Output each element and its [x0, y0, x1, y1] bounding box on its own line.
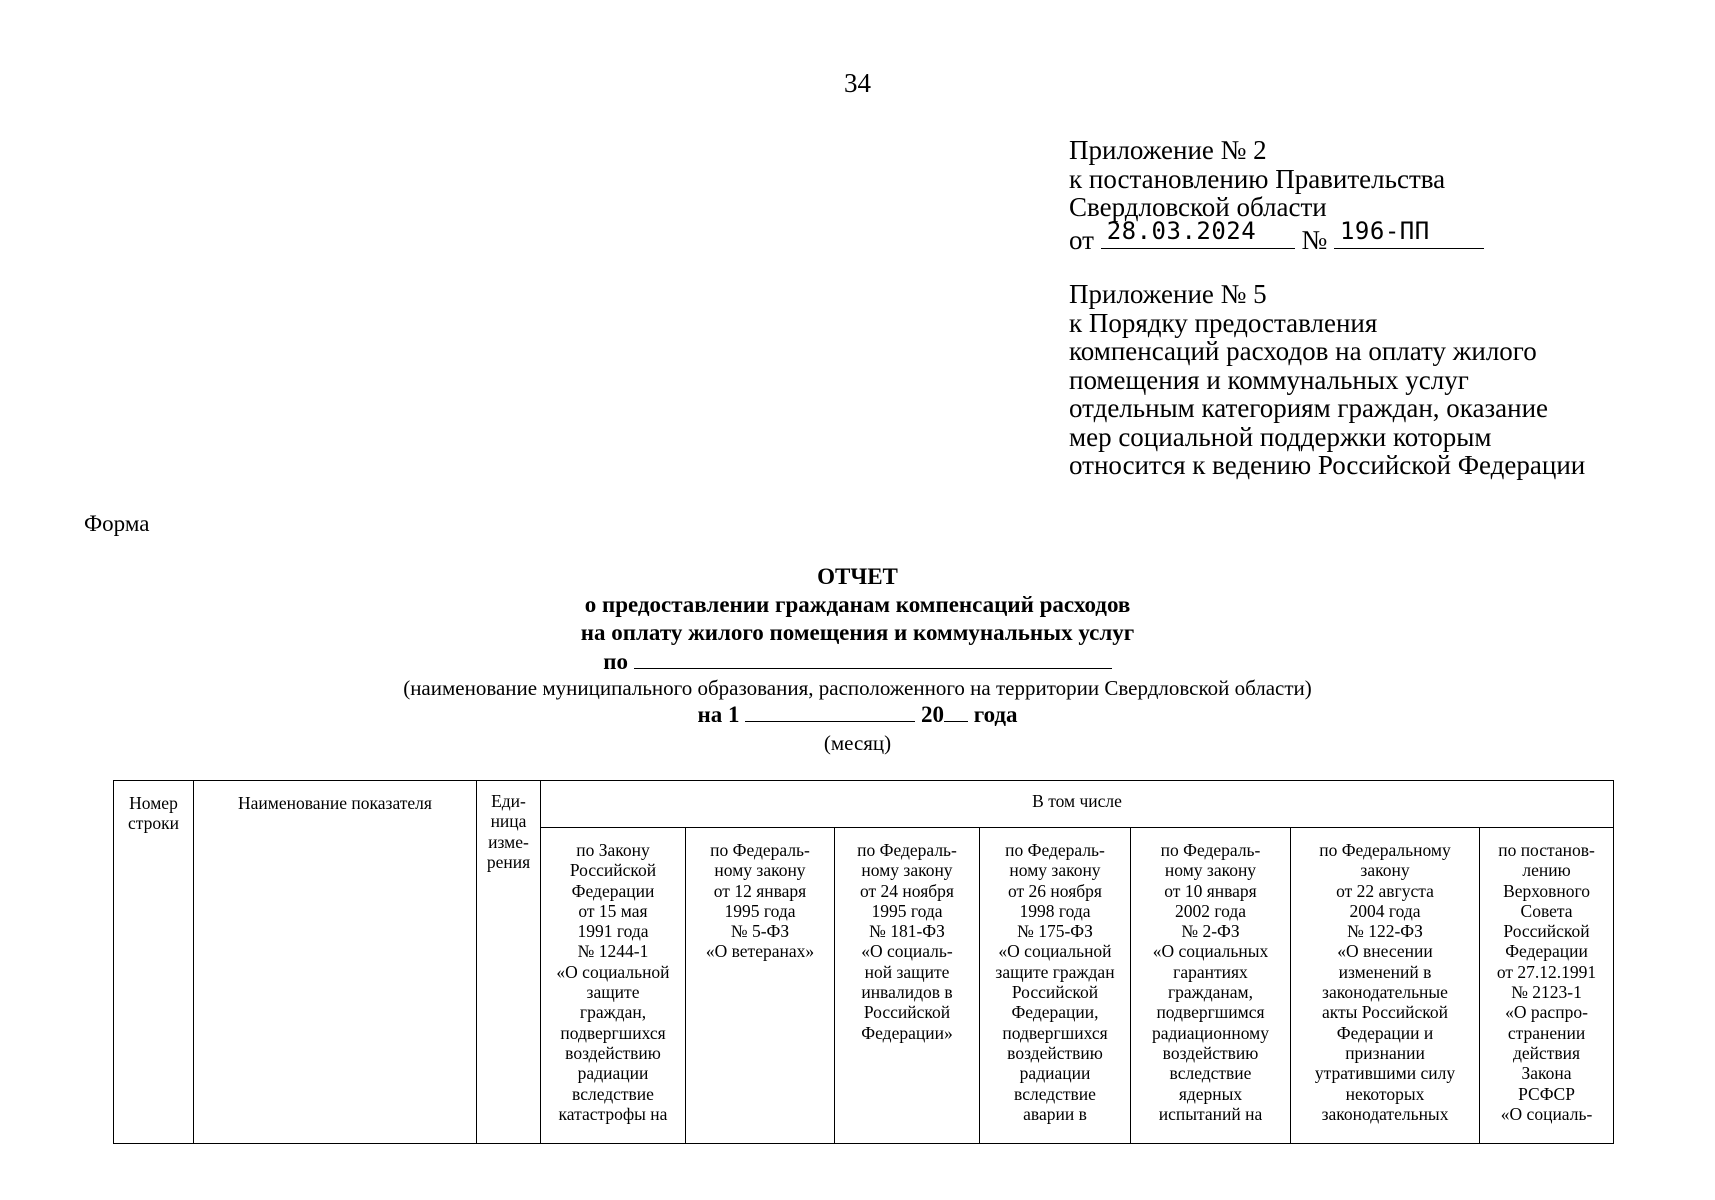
annex-2-line-2: к постановлению Правительства — [1069, 163, 1446, 194]
annex-5-line: компенсаций расходов на оплату жилого — [1069, 336, 1537, 366]
date-field — [1101, 217, 1295, 249]
report-subtitle-1: о предоставлении гражданам компенсаций расходов — [584, 592, 1131, 617]
annex-5-line: помещения и коммунальных услуг — [1069, 364, 1469, 395]
annex-5-line: относится к ведению Российской Федерации — [1069, 450, 1586, 480]
form-label: Форма — [84, 511, 150, 536]
report-date-line — [0, 701, 1715, 729]
report-subtitle-2: на оплату жилого помещения и коммунальных услуг — [580, 620, 1135, 645]
header-including: В том числе — [541, 781, 1614, 828]
month-blank — [745, 701, 915, 722]
year-suffix: года — [973, 702, 1018, 727]
date-prefix-label: на 1 — [697, 702, 740, 727]
header-unit: Еди- ница изме- рения — [477, 781, 541, 1144]
header-row-number: Номер строки — [114, 781, 194, 1144]
number-prefix: № — [1301, 224, 1328, 255]
number-value: 196-ПП — [1339, 217, 1430, 245]
header-law-column: по постанов- лению Верховного Совета Российской Федерации от 27.12.1991 № 2123-1 «О распро- странении действия Закона РСФСР «О социаль- — [1480, 828, 1614, 1144]
header-law-column: по Закону Российской Федерации от 15 мая 1991 года № 1244-1 «О социальной защите граждан, подвергшихся воздействию радиации вследствие катастрофы на — [541, 828, 686, 1144]
header-law-column: по Федераль- ному закону от 26 ноября 1998 года № 175-ФЗ «О социальной защите граждан Российской Федерации, подвергшихся воздействию радиации вследствие аварии в — [980, 828, 1131, 1144]
po-label: по — [603, 649, 628, 674]
header-law-column: по Федераль- ному закону от 12 января 1995 года № 5-ФЗ «О ветеранах» — [686, 828, 835, 1144]
report-table — [113, 780, 1614, 1144]
page-number: 34 — [844, 68, 871, 98]
annex-5-line: Приложение № 5 — [1069, 279, 1267, 309]
month-caption: (месяц) — [823, 731, 892, 755]
date-prefix: от — [1069, 224, 1094, 255]
annex-2-line-3: Свердловской области — [1069, 192, 1327, 222]
header-indicator-name: Наименование показателя — [194, 781, 477, 1144]
year-blank — [944, 701, 968, 722]
annex-5-block — [1069, 280, 1585, 480]
number-field — [1334, 217, 1484, 249]
annex-5-line: к Порядку предоставления — [1069, 307, 1378, 338]
header-law-column: по Федераль- ному закону от 24 ноября 1995 года № 181-ФЗ «О социаль- ной защите инвалидов в Российской Федерации» — [835, 828, 980, 1144]
annex-5-line: отдельным категориям граждан, оказание — [1069, 393, 1549, 423]
municipality-line — [0, 648, 1715, 676]
annex-2-block — [1069, 135, 1484, 255]
municipality-blank — [634, 648, 1112, 669]
header-law-column: по Федеральному закону от 22 августа 2004 года № 122-ФЗ «О внесении изменений в законодательные акты Российской Федерации и признании утратившими силу некоторых законодательных — [1291, 828, 1480, 1144]
year-prefix: 20 — [920, 702, 944, 727]
municipality-caption: (наименование муниципального образования, расположенного на территории Свердловской области) — [403, 676, 1312, 700]
date-value: 28.03.2024 — [1106, 217, 1257, 245]
annex-2-title: Приложение № 2 — [1069, 135, 1267, 165]
annex-5-line: мер социальной поддержки которым — [1069, 421, 1492, 452]
report-title: ОТЧЕТ — [817, 564, 898, 589]
annex-2-date-line — [1069, 217, 1484, 255]
header-law-column: по Федераль- ному закону от 10 января 2002 года № 2-ФЗ «О социальных гарантиях гражданам, подвергшимся радиационному воздействию вследствие ядерных испытаний на — [1131, 828, 1291, 1144]
